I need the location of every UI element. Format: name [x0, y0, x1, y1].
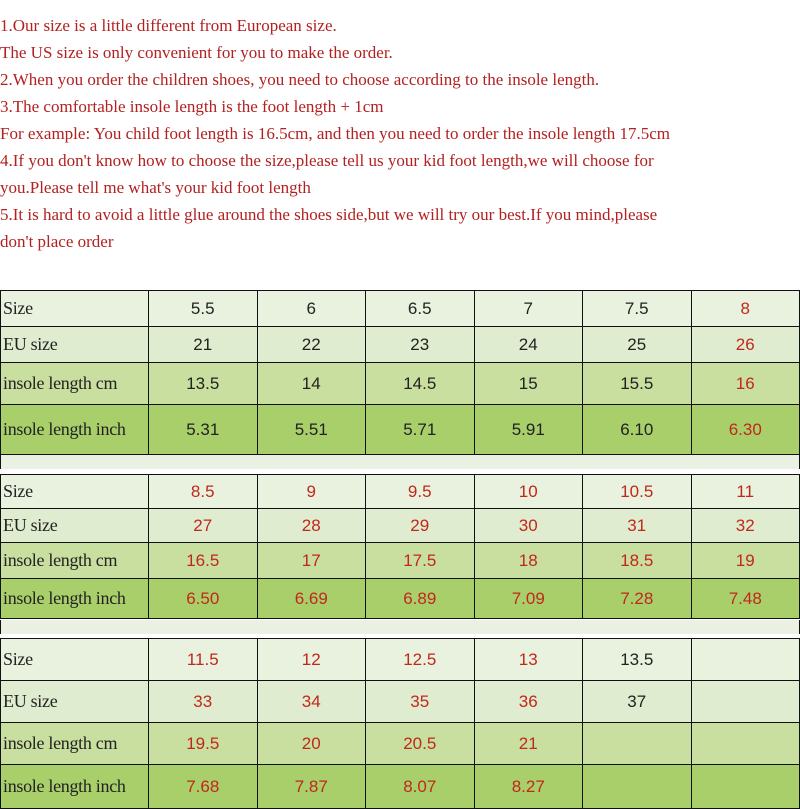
eu-size-cell: 34 — [257, 681, 366, 723]
eu-size-cell: 32 — [691, 509, 800, 543]
size-cell: 13 — [474, 639, 583, 681]
note-line: 4.If you don't know how to choose the size,please tell us your kid foot length,we will choose for — [0, 151, 654, 170]
table-separator — [0, 455, 800, 469]
insole-cm-cell: 15.5 — [583, 363, 692, 405]
row-label-eu-size: EU size — [1, 681, 149, 723]
insole-inch-cell: 7.87 — [257, 765, 366, 809]
insole-cm-cell: 13.5 — [149, 363, 258, 405]
row-label-insole-inch: insole length inch — [1, 405, 149, 455]
row-label-insole-cm: insole length cm — [1, 363, 149, 405]
insole-inch-cell: 5.51 — [257, 405, 366, 455]
size-cell: 6.5 — [366, 291, 475, 327]
row-label-size: Size — [1, 639, 149, 681]
empty-cell — [583, 723, 692, 765]
insole-cm-row — [1, 363, 800, 405]
note-line: 1.Our size is a little different from European size. — [0, 16, 337, 35]
insole-inch-cell: 6.89 — [366, 579, 475, 619]
size-cell: 5.5 — [149, 291, 258, 327]
size-table-1 — [0, 290, 800, 455]
size-cell: 7.5 — [583, 291, 692, 327]
size-cell: 11 — [691, 475, 800, 509]
size-cell: 9.5 — [366, 475, 475, 509]
eu-size-cell: 35 — [366, 681, 475, 723]
size-cell: 9 — [257, 475, 366, 509]
empty-cell — [691, 639, 800, 681]
size-row — [1, 475, 800, 509]
note-line: 3.The comfortable insole length is the foot length + 1cm — [0, 97, 384, 116]
eu-size-row — [1, 327, 800, 363]
size-table-2 — [0, 474, 800, 619]
insole-inch-row — [1, 405, 800, 455]
insole-cm-cell: 14.5 — [366, 363, 475, 405]
size-cell: 6 — [257, 291, 366, 327]
insole-cm-cell: 18 — [474, 543, 583, 579]
insole-cm-cell: 14 — [257, 363, 366, 405]
size-row — [1, 291, 800, 327]
eu-size-cell: 25 — [583, 327, 692, 363]
empty-cell — [691, 765, 800, 809]
size-cell: 8 — [691, 291, 800, 327]
eu-size-row — [1, 509, 800, 543]
insole-cm-row — [1, 723, 800, 765]
row-label-size: Size — [1, 291, 149, 327]
insole-inch-cell: 6.69 — [257, 579, 366, 619]
eu-size-cell: 26 — [691, 327, 800, 363]
eu-size-cell: 28 — [257, 509, 366, 543]
note-line: The US size is only convenient for you to make the order. — [0, 43, 393, 62]
row-label-insole-cm: insole length cm — [1, 723, 149, 765]
insole-inch-cell: 6.10 — [583, 405, 692, 455]
eu-size-cell: 24 — [474, 327, 583, 363]
eu-size-cell: 33 — [149, 681, 258, 723]
empty-cell — [583, 765, 692, 809]
eu-size-cell: 23 — [366, 327, 475, 363]
note-line: 5.It is hard to avoid a little glue around the shoes side,but we will try our best.If you mind,please — [0, 205, 658, 224]
empty-cell — [691, 723, 800, 765]
size-cell: 10.5 — [583, 475, 692, 509]
size-cell: 7 — [474, 291, 583, 327]
insole-cm-cell: 16 — [691, 363, 800, 405]
size-cell: 13.5 — [583, 639, 692, 681]
size-notes — [0, 12, 800, 255]
insole-cm-row — [1, 543, 800, 579]
insole-inch-row — [1, 765, 800, 809]
row-label-size: Size — [1, 475, 149, 509]
insole-inch-row — [1, 579, 800, 619]
insole-cm-cell: 17.5 — [366, 543, 475, 579]
row-label-insole-inch: insole length inch — [1, 579, 149, 619]
row-label-eu-size: EU size — [1, 327, 149, 363]
note-line: you.Please tell me what's your kid foot length — [0, 178, 311, 197]
insole-inch-cell: 5.91 — [474, 405, 583, 455]
size-cell: 12 — [257, 639, 366, 681]
insole-inch-cell: 7.48 — [691, 579, 800, 619]
eu-size-cell: 30 — [474, 509, 583, 543]
note-line: For example: You child foot length is 16.5cm, and then you need to order the insole length 17.5cm — [0, 124, 670, 143]
eu-size-cell: 29 — [366, 509, 475, 543]
insole-inch-cell: 8.27 — [474, 765, 583, 809]
insole-cm-cell: 20 — [257, 723, 366, 765]
insole-cm-cell: 15 — [474, 363, 583, 405]
insole-cm-cell: 20.5 — [366, 723, 475, 765]
insole-cm-cell: 17 — [257, 543, 366, 579]
insole-inch-cell: 6.50 — [149, 579, 258, 619]
size-row — [1, 639, 800, 681]
insole-inch-cell: 5.31 — [149, 405, 258, 455]
size-cell: 12.5 — [366, 639, 475, 681]
size-table-3 — [0, 638, 800, 809]
row-label-insole-cm: insole length cm — [1, 543, 149, 579]
insole-cm-cell: 19 — [691, 543, 800, 579]
row-label-insole-inch: insole length inch — [1, 765, 149, 809]
eu-size-cell: 22 — [257, 327, 366, 363]
size-cell: 8.5 — [149, 475, 258, 509]
note-line: don't place order — [0, 232, 114, 251]
insole-inch-cell: 8.07 — [366, 765, 475, 809]
note-line: 2.When you order the children shoes, you need to choose according to the insole length. — [0, 70, 600, 89]
table-separator — [0, 620, 800, 634]
insole-cm-cell: 19.5 — [149, 723, 258, 765]
insole-inch-cell: 7.28 — [583, 579, 692, 619]
insole-inch-cell: 7.68 — [149, 765, 258, 809]
eu-size-row — [1, 681, 800, 723]
insole-cm-cell: 21 — [474, 723, 583, 765]
empty-cell — [691, 681, 800, 723]
insole-inch-cell: 5.71 — [366, 405, 475, 455]
eu-size-cell: 21 — [149, 327, 258, 363]
eu-size-cell: 36 — [474, 681, 583, 723]
insole-inch-cell: 7.09 — [474, 579, 583, 619]
size-cell: 11.5 — [149, 639, 258, 681]
row-label-eu-size: EU size — [1, 509, 149, 543]
insole-inch-cell: 6.30 — [691, 405, 800, 455]
eu-size-cell: 37 — [583, 681, 692, 723]
eu-size-cell: 31 — [583, 509, 692, 543]
size-cell: 10 — [474, 475, 583, 509]
insole-cm-cell: 18.5 — [583, 543, 692, 579]
insole-cm-cell: 16.5 — [149, 543, 258, 579]
eu-size-cell: 27 — [149, 509, 258, 543]
